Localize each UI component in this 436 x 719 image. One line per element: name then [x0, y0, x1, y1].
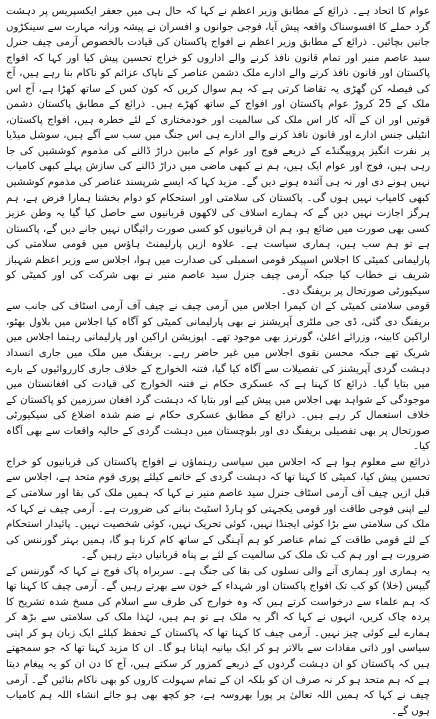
- article-body: عوام کا اتحاد ہے۔ ذرائع کے مطابق وزیر اعظم نے کہا کہ حال ہی میں جعفر ایکسپریس پر دہشت گرد حملے کا افسوسناک واقعہ پیش آیا، فوجی جوانوں و افسران نے پیشہ ورانہ مہارت سے سینکڑوں جانیں بچائیں۔ ذرائع کے مطابق وزیر اعظم نے افواج پاکستان کی قیادت بالخصوص آرمی چیف جنرل سید عاصم منیر اور تمام قانون نافذ کرنے والے اداروں کو خراج تحسین پیش کیا اور کہا کہ افواج پاکستان اور قانون نافذ کرنے والے ادارے ملک دشمن عناصر کے ناپاک عزائم کو ناکام بنا رہے ہیں، آج کی فیصلہ کن گھڑی یہ تقاضا کرتی ہے کہ ہم سوال کریں کہ کون کس کے ساتھ کھڑا ہے، آج اس ملک کے 25 کروڑ عوام پاکستان اور افواج کے ساتھ کھڑے ہیں۔ ذرائع کے مطابق پاکستان دشمن قوتیں اور ان کے آلہ کار اس ملک کی سالمیت اور خودمختاری کے لئے خطرہ ہیں، افواج پاکستان، انٹیلی جنس ادارے اور قانون نافذ کرنے والے ادارے ہی اس جنگ میں سب سے آگے ہیں، سوشل میڈیا پر نفرت انگیز پروپیگنڈے کے ذریعے فوج اور عوام کے مابین دراڑ ڈالنے کی مذموم کوششیں کی جا رہی ہیں، فوج اور عوام ایک ہیں، ہم نے کبھی ماضی میں دراڑ ڈالنے کی سازش پہلے کبھی کامیاب نہیں ہونے دی اور نہ ہی آئندہ ہونے دیں گے۔ مزید کہا کہ ایسے شرپسند عناصر کی مذموم کوششیں کبھی کامیاب نہیں ہوں گی۔ پاکستان کی سلامتی اور استحکام کو دوام بخشنا ہمارا فرض ہے، ہم ہرگز اجازت نہیں دیں گے کہ ہمارے اسلاف کی لاکھوں قربانیوں سے حاصل کیا گیا یہ وطن عزیز کسی بھی صورت میں ضائع ہو، ہم ان قربانیوں کو کسی صورت رائیگاں نہیں جانے دیں گے، پاکستان ہے تو ہم سب ہیں، ہماری سیاست ہے۔ علاوہ ازیں پارلیمنٹ ہاؤس میں قومی سلامتی کی پارلیمانی کمیٹی کا اجلاس اسپیکر قومی اسمبلی کی صدارت میں ہوا، اجلاس سے وزیر اعظم شہباز شریف نے خطاب کیا جبکہ آرمی چیف جنرل سید عاصم منیر نے بھی شرکت کی اور کمیٹی کو سیکیورٹی صورتحال پر بریفنگ دی۔ قومی سلامتی کمیٹی کے ان کیمرا اجلاس میں آرمی چیف نے چیف آف آرمی اسٹاف کی جانب سے بریفنگ دی گئی، ڈی جی ملٹری آپریشنز نے بھی پارلیمانی کمیٹی کو آگاہ کیا اجلاس میں بلاول بھٹو، اراکین کابینہ، وزرائے اعلیٰ، گورنرز بھی موجود تھے۔ اپوزیشن اراکین اور پارلیمانی رہنما اجلاس میں شریک تھے جبکہ محسن نقوی اجلاس میں غیر حاضر رہے۔ بریفنگ میں ملک میں جاری انسداد دہشت گردی آپریشنز کی تفصیلات سے آگاہ کیا گیا، فتنہ الخوارج کے خلاف جاری کارروائیوں کے بارے میں بتایا گیا۔ ذرائع کا کہنا ہے کہ عسکری حکام نے فتنہ الخوارج کی قیادت کی افغانستان میں موجودگی کے شواہد بھی اجلاس میں پیش کیے اور بتایا کہ دہشت گرد افغان سرزمین کو پاکستان کے خلاف استعمال کر رہے ہیں۔ ذرائع کے مطابق عسکری حکام نے ضم شدہ اضلاع کی سیکیورٹی صورتحال پر بھی تفصیلی بریفنگ دی اور بلوچستان میں دہشت گردی کے حالیہ واقعات سے بھی آگاہ کیا۔ ذرائع سے معلوم ہوا ہے کہ اجلاس میں سیاسی رہنماؤں نے افواج پاکستان کی قربانیوں کو خراج تحسین پیش کیا، کمیٹی کا کہنا تھا کہ دہشت گردی کے خاتمے کیلئے پوری قوم متحد ہے، اجلاس سے قبل ازیں چیف آف آرمی اسٹاف جنرل سید عاصم منیر نے کہا کہ ہمیں ملک کی بقا اور سلامتی کے لیے اپنی فوجی طاقت اور قومی یکجہتی کو ہارڈ اسٹیٹ بنانے کی ضرورت ہے۔ آرمی چیف نے کہا کہ ملک کی سلامتی سے بڑا کوئی ایجنڈا نہیں، کوئی تحریک نہیں، کوئی شخصیت نہیں۔ پائیدار استحکام کے لئے قومی طاقت کے تمام عناصر کو ہم آہنگی کے ساتھ کام کرنا ہو گا، ہمیں بہتر گورننس کی ضرورت ہے اور ہم کب تک ملک کی سالمیت کے لئے بے پناہ قربانیاں دیتے رہیں گے۔ یہ ہماری اور ہماری آنے والی نسلوں کی بقا کی جنگ ہے۔ سربراہ پاک فوج نے کہا کہ گورننس کے گیپس (خلا) کو کب تک افواج پاکستان اور شہداء کے خون سے بھرتے رہیں گے۔ آرمی چیف کا کہنا تھا کہ ہم علماء سے درخواست کرتے ہیں کہ وہ خوارج کی طرف سے اسلام کی مسخ شدہ تشریح کا پردہ چاک کریں، انہوں نے کہا کہ اگر یہ ملک ہے تو ہم ہیں، لہٰذا ملک کی سلامتی سے بڑھ کر ہمارے لیے کوئی چیز نہیں۔ آرمی چیف کا کہنا تھا کہ پاکستان کے تحفظ کیلئے ایک زبان ہو کر اپنی سیاسی اور ذاتی مفادات سے بالاتر ہو کر ایک بیانیہ اپنانا ہو گا۔ ان کا مزید کہنا تھا کہ جو سمجھتے ہیں کہ پاکستان کو ان دہشت گردوں کے ذریعے کمزور کر سکتے ہیں، آج کا دن ان کو یہ پیغام دیتا ہے کہ ہم متحد ہو کر نہ صرف ان کو بلکہ ان کے تمام سہولت کاروں کو بھی ناکام بنائیں گے۔ آرمی چیف نے کہا کہ ہمیں اللہ تعالیٰ پر پورا بھروسہ ہے، جو کچھ بھی ہو جائے انشاء اللہ ہم کامیاب ہوں گے۔: [6, 6, 430, 717]
- article-column: [6, 4, 430, 719]
